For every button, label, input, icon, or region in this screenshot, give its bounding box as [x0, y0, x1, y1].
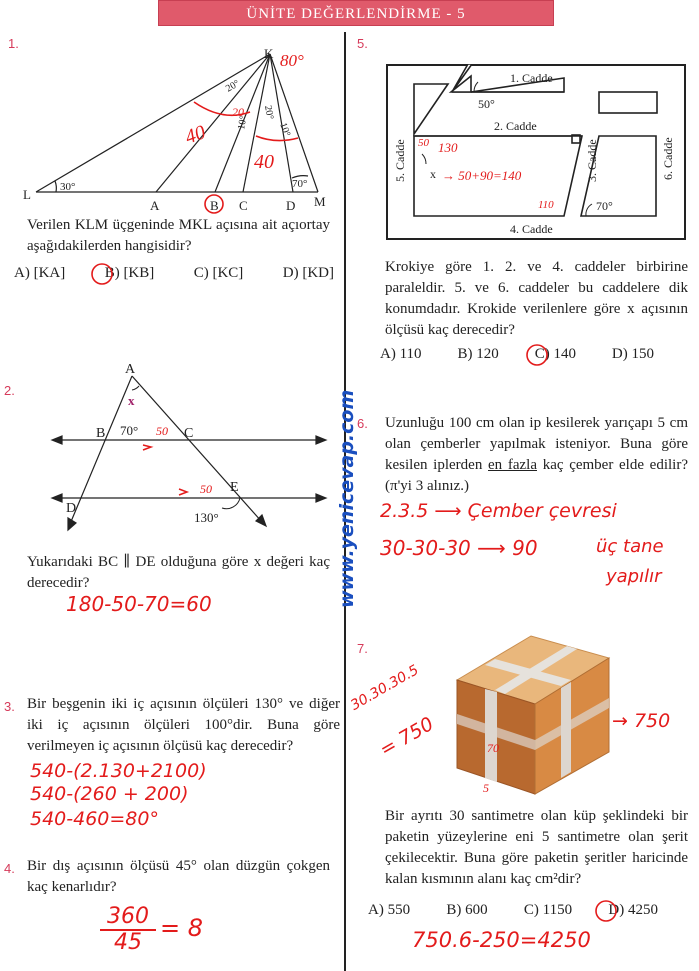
q5-hand-equation: → 50+90=140 [442, 168, 522, 183]
q5-street-4: 4. Cadde [510, 222, 553, 236]
q1-angle-20a: 20° [224, 78, 242, 95]
q2-number: 2. [4, 383, 15, 398]
q1-option-d[interactable]: D) [KD] [282, 265, 334, 281]
q2-label-D: D [66, 501, 77, 516]
q3-hand-line3: 540-460=80° [30, 808, 159, 830]
q5-number: 5. [357, 36, 368, 51]
q7-hand-right: → 750 [612, 710, 671, 732]
q2-figure [46, 358, 336, 534]
q5-options [380, 346, 654, 363]
q5-angle-x: x [430, 167, 436, 181]
q4-text: Bir dış açısının ölçüsü 45° olan düzgün çokgen kaç kenarlıdır? [27, 858, 330, 895]
q1-number: 1. [8, 36, 19, 51]
q5-street-2: 2. Cadde [494, 119, 537, 133]
q2-label-E: E [230, 480, 239, 495]
q1-text: Verilen KLM üçgeninde MKL açısına ait açıortay aşağıdakilerden hangisidir? [27, 217, 330, 254]
q4-hand-fraction [100, 905, 156, 955]
q2-angle-x: x [128, 393, 135, 408]
q5-option-a[interactable]: A) 110 [380, 346, 422, 362]
q2-hand-50b: 50 [200, 482, 212, 496]
q7-hand-5: 5 [483, 781, 489, 795]
q1-hand-80: 80° [280, 51, 304, 70]
q7-hand-70: 70 [487, 741, 499, 755]
q5-street-1: 1. Cadde [510, 71, 553, 85]
q7-option-b[interactable]: B) 600 [446, 902, 488, 918]
q6-text-emphasis: en fazla [488, 457, 537, 473]
q1-figure [18, 44, 338, 216]
q1-option-b[interactable]: B) [KB] [104, 265, 155, 281]
unit-title-banner [158, 0, 554, 26]
q1-angle-10a: 10° [236, 114, 250, 131]
q7-answer-circle [594, 899, 620, 923]
q6-hand-line1: 2.3.5 ⟶ Çember çevresi [380, 500, 617, 522]
q1-angle-10b: 10° [277, 121, 293, 139]
q3-hand-line1: 540-(2.130+2100) [30, 760, 207, 782]
q2-label-B: B [96, 426, 106, 441]
q1-hand-40a: 40 [182, 121, 209, 149]
q1-angle-70: 70° [292, 178, 308, 190]
q6-text [385, 413, 688, 497]
q5-hand-130: 130 [438, 140, 458, 155]
unit-title: ÜNİTE DEĞERLENDİRME - 5 [246, 6, 466, 22]
q5-option-b[interactable]: B) 120 [457, 346, 499, 362]
q6-text-post: kaç çember elde edilir? (π'yi 3 alınız.) [385, 457, 688, 494]
q1-label-L: L [23, 187, 31, 202]
q4-hand-denominator: 45 [114, 930, 142, 955]
q3-text: Bir beşgenin iki iç açısının ölçüleri 130° ve diğer iki iç açısının ölçüleri 100°dir. Buna göre verilmeyen iç açısının ölçüsü kaç derecedir? [27, 696, 340, 754]
q6-hand-line2: 30-30-30 ⟶ 90 [380, 536, 538, 560]
q5-street-3: 3. Cadde [585, 139, 599, 182]
q6-hand-line3: üç tane [596, 536, 664, 557]
q1-hand-40b: 40 [254, 151, 274, 173]
q6-text-pre: Uzunluğu 100 cm olan ip kesilerek yarıçapı 5 cm olan çemberler yapılmak isteniyor. Buna göre kesilen iplerden [385, 415, 688, 473]
q5-answer-circle [525, 343, 551, 367]
q5-hand-50: 50 [418, 137, 429, 149]
q2-label-C: C [184, 426, 194, 441]
q7-box [455, 634, 615, 796]
q7-option-d[interactable]: D) 4250 [608, 902, 658, 918]
q2-angle-130: 130° [194, 510, 219, 525]
q2-text: Yukarıdaki BC ∥ DE olduğuna göre x değeri kaç derecedir? [27, 554, 330, 591]
q4-hand-result: = 8 [160, 914, 204, 942]
q5-map [386, 64, 688, 242]
q1-label-A: A [150, 198, 160, 213]
q1-option-c[interactable]: C) [KC] [193, 265, 244, 281]
q5-option-d[interactable]: D) 150 [611, 346, 654, 362]
q7-hand-left1: 30.30.30.5 [348, 662, 422, 714]
q4-hand-numerator: 360 [100, 905, 156, 931]
q2-label-A: A [125, 362, 136, 377]
q7-hand-left2: = 750 [376, 712, 438, 762]
q5-hand-110: 110 [538, 199, 554, 211]
q1-angle-30: 30° [60, 181, 76, 193]
q1-label-D: D [286, 198, 296, 213]
q1-hand-20: 20 [232, 105, 244, 119]
q1-answer-circle [89, 262, 115, 286]
q1-option-a[interactable]: A) [KA] [14, 265, 66, 281]
q1-label-B: B [210, 198, 219, 213]
q2-hand-answer: 180-50-70=60 [66, 592, 212, 616]
q7-option-a[interactable]: A) 550 [368, 902, 411, 918]
q7-text: Bir ayrıtı 30 santimetre olan küp şeklindeki bir paketin yüzeylerine eni 5 santimetre olan şerit çekilecektir. Buna göre paketin şeritler haricinde kalan kısmının alanı kaç cm²dir? [385, 808, 688, 887]
q6-hand-line4: yapılır [606, 566, 662, 587]
q6-number: 6. [357, 416, 368, 431]
watermark-text: www.yenicevap.com [336, 389, 358, 608]
q2-hand-50a: 50 [156, 424, 168, 438]
q1-label-C: C [239, 198, 248, 213]
q1-options [14, 265, 334, 282]
q7-option-c[interactable]: C) 1150 [523, 902, 573, 918]
q1-label-M: M [314, 194, 326, 209]
q3-number: 3. [4, 699, 15, 714]
q5-angle-50: 50° [478, 97, 495, 111]
q5-street-6: 6. Cadde [661, 137, 675, 180]
q7-number: 7. [357, 641, 368, 656]
q1-angle-20b: 20° [262, 104, 276, 121]
q1-label-K: K [264, 46, 274, 61]
q5-angle-70: 70° [596, 199, 613, 213]
q5-street-5: 5. Cadde [393, 139, 407, 182]
q3-hand-line2: 540-(260 + 200) [30, 783, 189, 805]
q7-hand-answer: 750.6-250=4250 [412, 928, 591, 952]
q2-angle-70: 70° [120, 423, 139, 438]
q5-text: Krokiye göre 1. 2. ve 4. caddeler birbirine paraleldir. 5. ve 6. caddeler bu caddelere dik konumdadır. Krokide verilenlere göre x açısının ölçüsü kaç derecedir? [385, 259, 688, 338]
q4-number: 4. [4, 861, 15, 876]
q5-option-c[interactable]: C) 140 [534, 346, 576, 362]
